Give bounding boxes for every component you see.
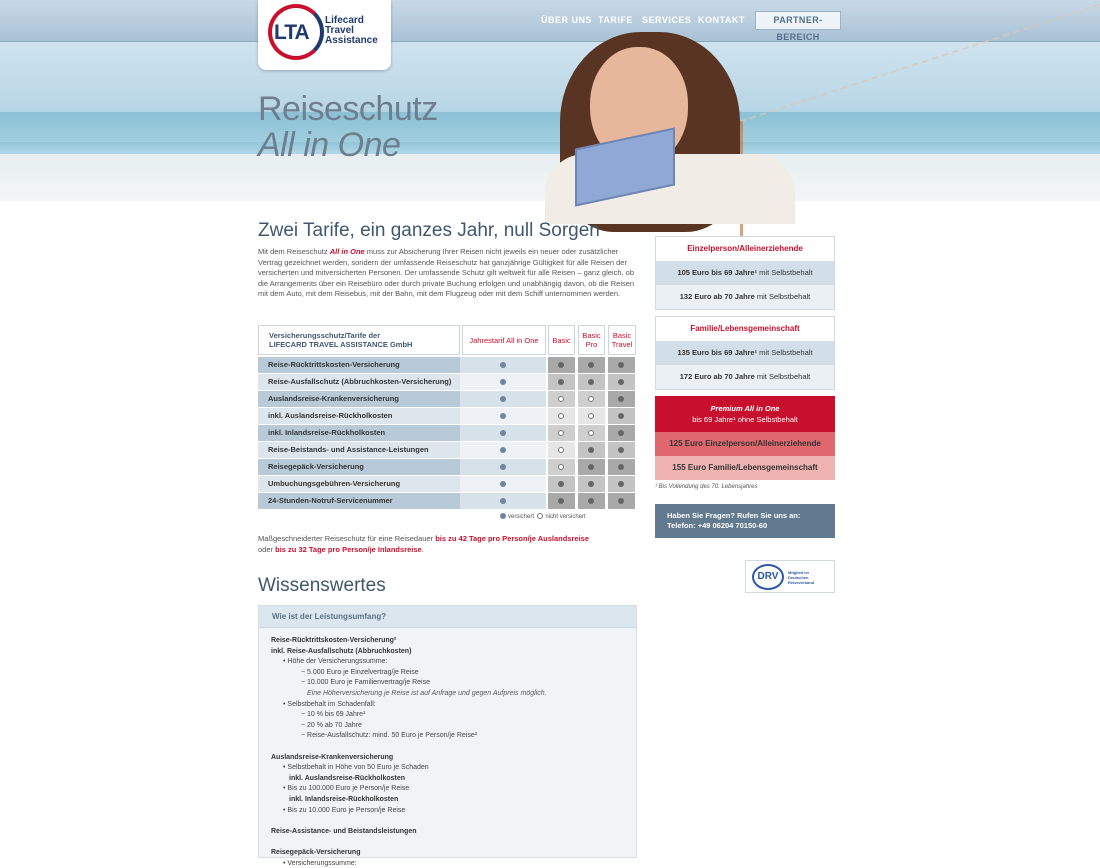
logo-line-2: Travel (325, 25, 354, 36)
drv-text-line-2: Deutschen Reiseverband (788, 575, 815, 585)
basic-cell (548, 493, 575, 509)
all-in-one-cell (460, 425, 546, 441)
table-row (258, 408, 638, 424)
hero-banner (0, 42, 1100, 201)
covered-dot-icon (618, 430, 624, 436)
accordion-line: inkl. Reise-Ausfallschutz (Abbruchkosten) (271, 647, 412, 655)
section-heading-wissenswertes: Wissenswertes (258, 575, 386, 596)
nav-ueber-uns[interactable]: ÜBER UNS (541, 15, 593, 25)
column-header-basic-pro-line-2: Pro (585, 340, 598, 349)
travel-cell (608, 425, 635, 441)
all-in-one-cell (460, 357, 546, 373)
all-in-one-cell (460, 493, 546, 509)
price-row (656, 285, 834, 309)
covered-dot-icon (500, 430, 506, 436)
accordion-line: • Selbstbehalt in Höhe von 50 Euro je Schaden (283, 764, 429, 772)
coverage-label: Umbuchungsgebühren-Versicherung (258, 476, 460, 492)
price-amount: 132 Euro ab 70 Jahre (679, 292, 755, 301)
covered-dot-icon (588, 498, 594, 504)
pro-cell (578, 391, 605, 407)
column-header-basic-travel-line-2: Travel (611, 340, 633, 349)
covered-dot-icon (618, 498, 624, 504)
coverage-label: 24-Stunden-Notruf-Servicenummer (258, 493, 460, 509)
price-box-single (655, 236, 835, 310)
logo-line-3: Assistance (325, 35, 378, 46)
covered-dot-icon (500, 362, 506, 368)
coverage-label: inkl. Auslandsreise-Rückholkosten (258, 408, 460, 424)
covered-dot-icon (500, 396, 506, 402)
accordion-line: • Versicherungssumme: (283, 859, 357, 867)
covered-dot-icon (500, 513, 506, 519)
drv-text-line-1: Mitglied im (788, 570, 809, 575)
contact-phone[interactable]: Telefon: +49 06204 70150-60 (667, 521, 768, 530)
logo-wordmark (325, 16, 378, 46)
nav-services[interactable]: SERVICES (642, 15, 692, 25)
duration-abroad: bis zu 42 Tage pro Person/je Auslandsreise (435, 534, 589, 543)
all-in-one-cell (460, 391, 546, 407)
intro-paragraph (258, 247, 638, 300)
accordion-line: • Höhe der Versicherungssumme: (283, 658, 388, 666)
duration-text-1: Maßgeschneiderter Reiseschutz für eine Reisedauer (258, 534, 436, 543)
duration-domestic: bis zu 32 Tage pro Person/je Inlandsreise (275, 545, 422, 554)
hero-subtitle: All in One (258, 126, 401, 164)
covered-dot-icon (558, 498, 564, 504)
covered-dot-icon (618, 396, 624, 402)
table-legend (500, 512, 586, 520)
premium-subtitle: bis 69 Jahre¹ ohne Selbstbehalt (692, 415, 798, 424)
hero-title: Reiseschutz (258, 90, 438, 128)
drv-membership-badge[interactable] (745, 560, 835, 593)
travel-duration-note (258, 533, 638, 555)
table-row (258, 476, 638, 492)
not-covered-dot-icon (588, 430, 594, 436)
coverage-label: Auslandsreise-Krankenversicherung (258, 391, 460, 407)
accordion-line: − 5.000 Euro je Einzelvertrag/je Reise (301, 668, 419, 676)
all-in-one-cell (460, 374, 546, 390)
price-row (656, 365, 834, 389)
covered-dot-icon (618, 447, 624, 453)
price-box-single-title: Einzelperson/Alleinerziehende (687, 244, 803, 253)
covered-dot-icon (618, 379, 624, 385)
covered-dot-icon (588, 362, 594, 368)
pro-cell (578, 476, 605, 492)
drv-logo-icon: DRV (752, 564, 784, 590)
covered-dot-icon (618, 362, 624, 368)
accordion-line: • Bis zu 100.000 Euro je Person/je Reise (283, 785, 410, 793)
covered-dot-icon (588, 464, 594, 470)
column-header-all-in-one: Jahrestarif All in One (462, 325, 546, 355)
covered-dot-icon (500, 413, 506, 419)
premium-price-box (655, 396, 835, 480)
pro-cell (578, 493, 605, 509)
column-header-basic-travel-line-1: Basic (612, 331, 632, 340)
accordion-toggle[interactable]: Wie ist der Leistungsumfang? (259, 606, 636, 628)
travel-cell (608, 442, 635, 458)
coverage-label: Reise-Beistands- und Assistance-Leistungen (258, 442, 460, 458)
table-header-line-1: Versicherungsschutz/Tarife der (269, 331, 381, 340)
not-covered-dot-icon (558, 413, 564, 419)
price-row (656, 341, 834, 365)
premium-header (655, 396, 835, 432)
pro-cell (578, 442, 605, 458)
not-covered-dot-icon (537, 513, 543, 519)
table-row (258, 374, 638, 390)
intro-text-rest: muss zur Absicherung Ihrer Reisen nicht jeweils ein neuer oder zusätzlicher Vertrag gezeichnet werden, sondern der umfassende Reiseschutz hat ganzjährige Gültigkeit für alle Reisen der versicherten und mitversicherten Personen. Der umfassende Schutz gilt weltweit für alle Reisen – ganz gleich, ob die Arrangements über ein Reisebüro oder durch private Buchung erfolgen und unabhängig davon, ob die Reisen mit dem Auto, mit dem Reisebus, mit der Bahn, mit dem Flugzeug oder mit dem Schiff unternommen werden. (258, 247, 635, 298)
accordion-line: Eine Höherversicherung je Reise ist auf Anfrage und gegen Aufpreis möglich. (307, 690, 547, 697)
table-row (258, 442, 638, 458)
pro-cell (578, 459, 605, 475)
covered-dot-icon (500, 498, 506, 504)
covered-dot-icon (558, 481, 564, 487)
price-box-family-title: Familie/Lebensgemeinschaft (690, 324, 800, 333)
basic-cell (548, 442, 575, 458)
all-in-one-cell (460, 442, 546, 458)
covered-dot-icon (500, 379, 506, 385)
accordion-line: Auslandsreise-Krankenversicherung (271, 753, 394, 761)
covered-dot-icon (588, 481, 594, 487)
price-condition: mit Selbstbehalt (757, 268, 813, 277)
accordion-line: Reise-Rücktrittskosten-Versicherung² (271, 637, 397, 644)
lta-logo[interactable] (258, 0, 391, 70)
accordion-line: − 10.000 Euro je Familienvertrag/je Reise (301, 679, 430, 687)
coverage-label: Reise-Rücktrittskosten-Versicherung (258, 357, 460, 373)
basic-cell (548, 391, 575, 407)
pro-cell (578, 357, 605, 373)
logo-abbreviation: LTA (274, 21, 309, 44)
drv-text (788, 570, 834, 585)
accordion-line: inkl. Auslandsreise-Rückholkosten (289, 774, 406, 782)
premium-price-family: 155 Euro Familie/Lebensgemeinschaft (655, 456, 835, 480)
contact-box[interactable] (655, 504, 835, 538)
all-in-one-cell (460, 408, 546, 424)
price-amount: 172 Euro ab 70 Jahre (679, 372, 755, 381)
price-condition: mit Selbstbehalt (757, 348, 813, 357)
basic-cell (548, 476, 575, 492)
travel-cell (608, 408, 635, 424)
table-row (258, 357, 638, 373)
covered-dot-icon (618, 464, 624, 470)
basic-cell (548, 408, 575, 424)
price-amount: 135 Euro bis 69 Jahre¹ (677, 348, 758, 357)
coverage-label: inkl. Inlandsreise-Rückholkosten (258, 425, 460, 441)
table-header-line-2: LIFECARD TRAVEL ASSISTANCE GmbH (269, 340, 413, 349)
price-row (656, 261, 834, 285)
accordion-line: Reise-Assistance- und Beistandsleistungen (271, 827, 417, 835)
premium-title: Premium All in One (710, 404, 780, 413)
not-covered-dot-icon (558, 430, 564, 436)
column-header-basic-travel (608, 325, 636, 355)
column-header-basic-pro-line-1: Basic (582, 331, 601, 340)
accordion-line: − 10 % bis 69 Jahre¹ (301, 711, 366, 719)
all-in-one-cell (460, 476, 546, 492)
accordion-line: • Bis zu 10.000 Euro je Person/je Reise (283, 806, 406, 814)
covered-dot-icon (618, 481, 624, 487)
all-in-one-cell (460, 459, 546, 475)
price-condition: mit Selbstbehalt (754, 372, 811, 381)
table-row (258, 391, 638, 407)
table-header-label (258, 325, 460, 355)
basic-cell (548, 459, 575, 475)
accordion-panel (258, 605, 637, 867)
age-footnote: ¹ Bis Vollendung des 70. Lebensjahres (655, 484, 758, 490)
column-header-basic: Basic (548, 325, 575, 355)
not-covered-dot-icon (558, 447, 564, 453)
accordion-line: − Reise-Ausfallschutz: mind. 50 Euro je Person/je Reise² (301, 732, 478, 740)
legend-not-covered: nicht versichert (545, 514, 586, 520)
table-row (258, 459, 638, 475)
travel-cell (608, 391, 635, 407)
basic-cell (548, 357, 575, 373)
covered-dot-icon (588, 447, 594, 453)
covered-dot-icon (558, 379, 564, 385)
pro-cell (578, 425, 605, 441)
covered-dot-icon (500, 481, 506, 487)
travel-cell (608, 493, 635, 509)
pro-cell (578, 408, 605, 424)
accordion-line: Reisegepäck-Versicherung (271, 849, 361, 856)
basic-cell (548, 425, 575, 441)
covered-dot-icon (618, 413, 624, 419)
intro-text-start: Mit dem Reiseschutz (258, 247, 330, 256)
coverage-label: Reise-Ausfallschutz (Abbruchkosten-Versicherung) (258, 374, 460, 390)
accordion-line: • Selbstbehalt im Schadenfall: (283, 700, 376, 708)
contact-question: Haben Sie Fragen? Rufen Sie uns an: (667, 511, 801, 520)
page-heading: Zwei Tarife, ein ganzes Jahr, null Sorgen (258, 220, 600, 241)
column-header-basic-pro (578, 325, 605, 355)
travel-cell (608, 476, 635, 492)
accordion-line: − 20 % ab 70 Jahre (301, 721, 362, 729)
not-covered-dot-icon (588, 396, 594, 402)
pro-cell (578, 374, 605, 390)
travel-cell (608, 357, 635, 373)
not-covered-dot-icon (558, 464, 564, 470)
price-condition: mit Selbstbehalt (754, 292, 811, 301)
logo-line-1: Lifecard (325, 15, 364, 26)
not-covered-dot-icon (588, 413, 594, 419)
nav-kontakt[interactable]: KONTAKT (698, 15, 745, 25)
covered-dot-icon (500, 464, 506, 470)
price-box-family (655, 316, 835, 390)
travel-cell (608, 374, 635, 390)
premium-price-single: 125 Euro Einzelperson/Alleinerziehende (655, 432, 835, 456)
price-amount: 105 Euro bis 69 Jahre¹ (677, 268, 758, 277)
not-covered-dot-icon (558, 396, 564, 402)
nav-tarife[interactable]: TARIFE (598, 15, 633, 25)
legend-covered: versichert (508, 514, 535, 520)
covered-dot-icon (500, 447, 506, 453)
accordion-line: inkl. Inlandsreise-Rückholkosten (289, 796, 399, 803)
partner-bereich-button[interactable]: PARTNER-BEREICH (755, 11, 841, 30)
duration-text-2: oder (258, 545, 276, 554)
covered-dot-icon (558, 362, 564, 368)
basic-cell (548, 374, 575, 390)
travel-cell (608, 459, 635, 475)
covered-dot-icon (588, 379, 594, 385)
intro-product-name: All in One (329, 247, 365, 256)
duration-text-3: . (421, 545, 424, 554)
table-row (258, 493, 638, 509)
coverage-label: Reisegepäck-Versicherung (258, 459, 460, 475)
table-row (258, 425, 638, 441)
